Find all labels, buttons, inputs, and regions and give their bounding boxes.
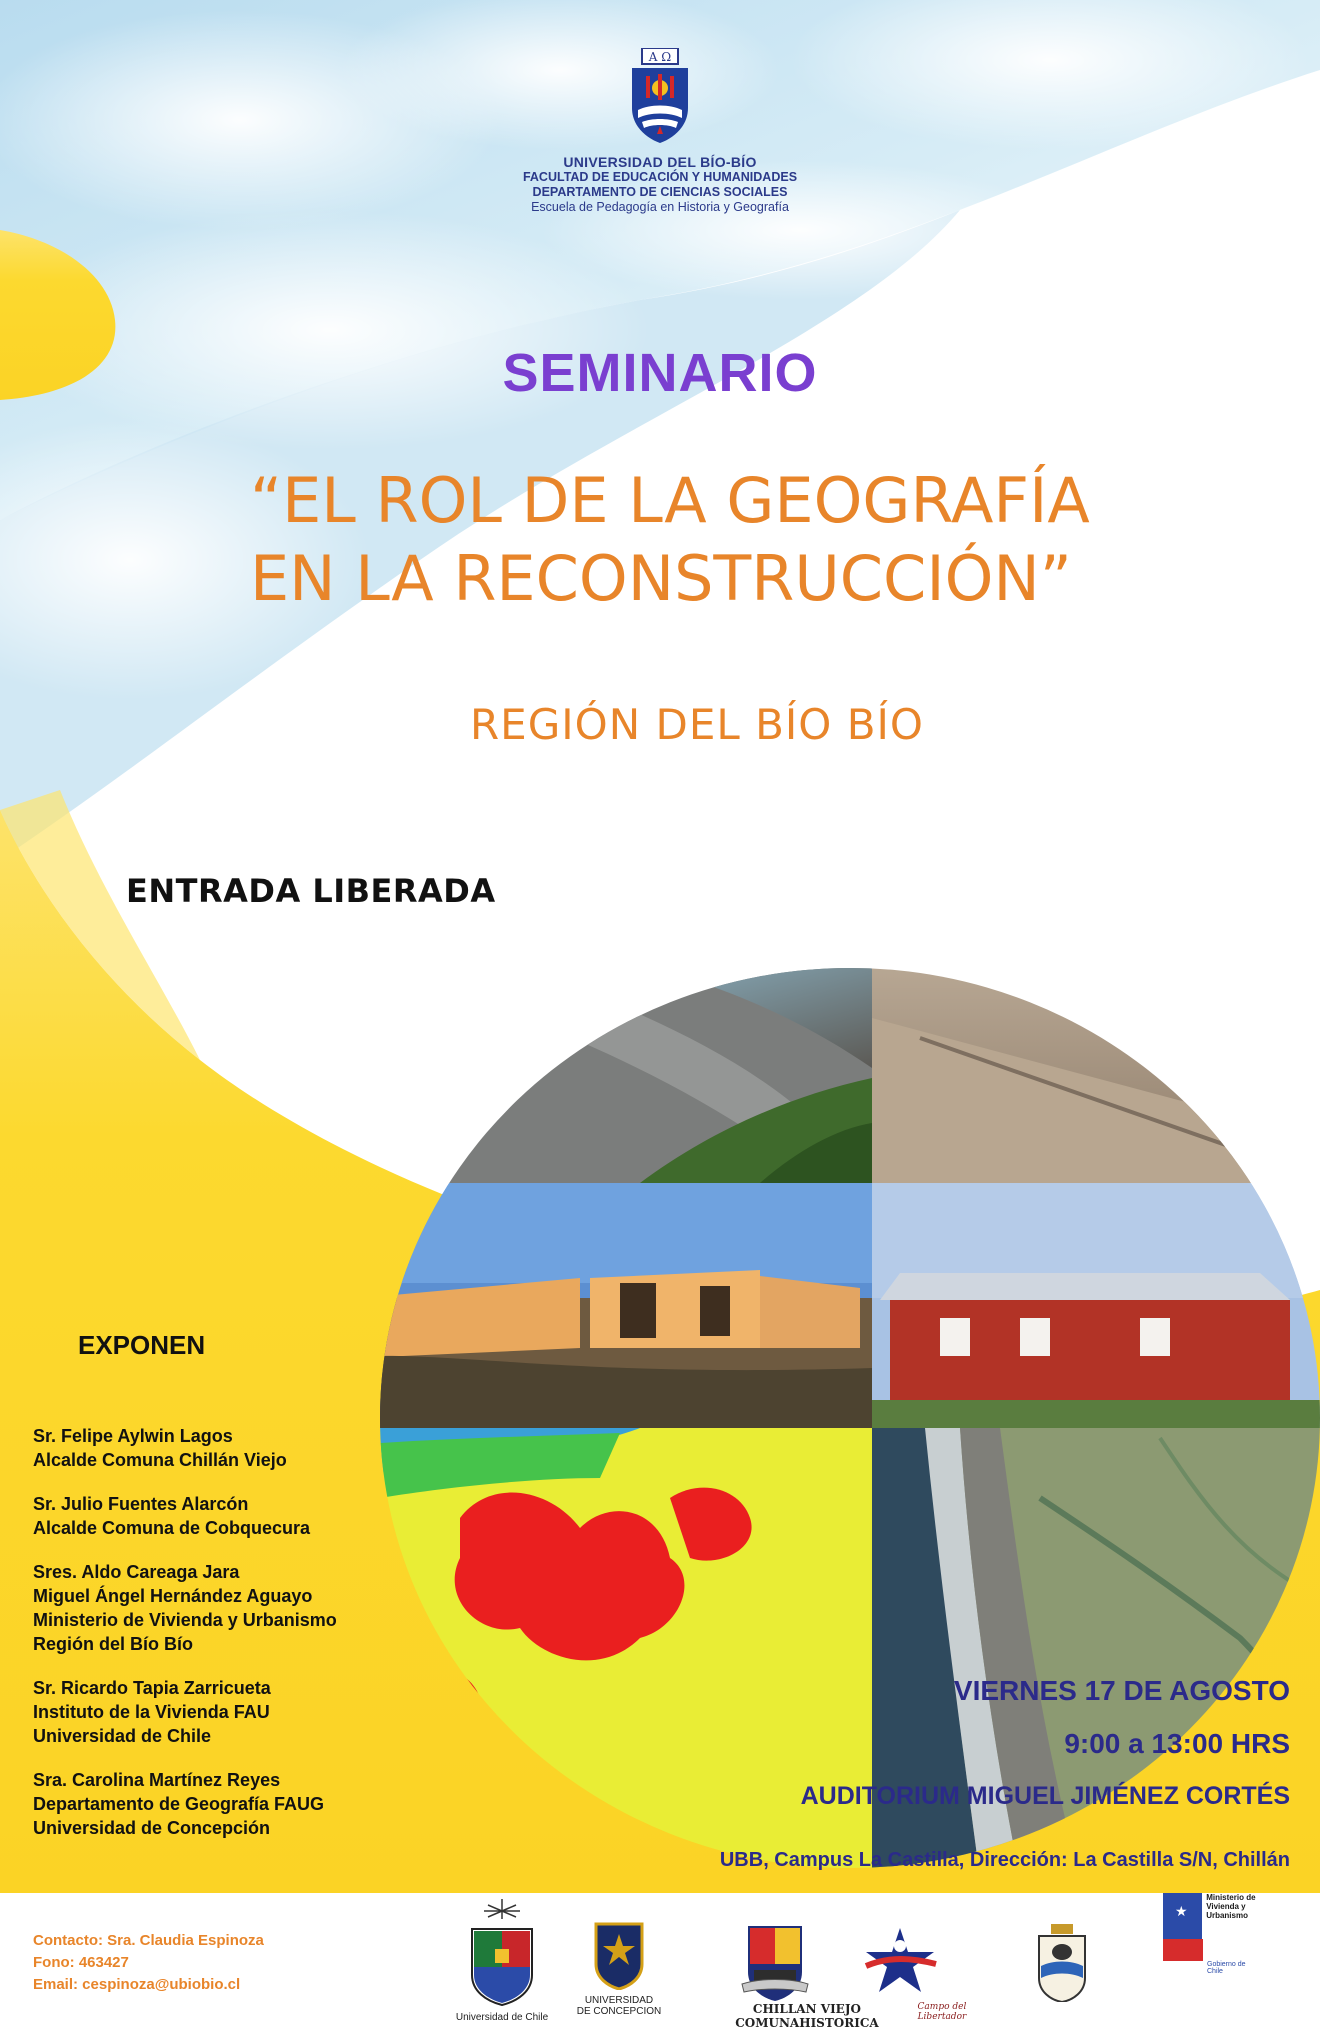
uchile-logo	[442, 1895, 562, 2023]
contact-info	[33, 1930, 264, 1996]
contact-phone: Fono: 463427	[33, 1954, 129, 1971]
speaker-name: Sr. Ricardo Tapia Zarricueta	[33, 1678, 271, 1698]
school-name: Escuela de Pedagogía en Historia y Geografía	[531, 200, 789, 214]
speaker-entry	[33, 1492, 433, 1540]
speaker-name: Sra. Carolina Martínez Reyes	[33, 1770, 281, 1790]
speaker-role: Ministerio de Vivienda y Urbanismo	[33, 1610, 337, 1630]
speaker-entry	[33, 1768, 433, 1840]
adobe-ruins-photo	[340, 1183, 872, 1428]
udec-logo	[575, 1920, 663, 2017]
event-kicker: SEMINARIO	[502, 343, 818, 403]
chillan-caption: CHILLAN VIEJO COMUNAHISTORICA	[735, 2002, 879, 2030]
contact-name: Contacto: Sra. Claudia Espinoza	[33, 1932, 264, 1949]
damaged-street-photo	[872, 878, 1320, 1183]
minvu-caption-1: Ministerio de	[1206, 1893, 1256, 1902]
event-address: UBB, Campus La Castilla, Dirección: La Castilla S/N, Chillán	[719, 1849, 1290, 1871]
speaker-region: Región del Bío Bío	[33, 1634, 193, 1654]
faculty-name: FACULTAD DE EDUCACIÓN Y HUMANIDADES	[522, 170, 798, 184]
speaker-name-2: Miguel Ángel Hernández Aguayo	[33, 1586, 313, 1606]
speakers-heading: EXPONEN	[78, 1330, 206, 1360]
speaker-name: Sr. Julio Fuentes Alarcón	[33, 1494, 249, 1514]
speaker-institution: Universidad de Chile	[33, 1726, 212, 1746]
speaker-role: Alcalde Comuna de Cobquecura	[33, 1518, 311, 1538]
minvu-caption-2: Vivienda y	[1206, 1902, 1246, 1911]
minvu-logo	[1163, 1893, 1263, 1975]
event-time: 9:00 a 13:00 HRS	[1064, 1728, 1290, 1759]
speakers-list	[33, 1424, 433, 1860]
speaker-institution: Universidad de Concepción	[33, 1818, 271, 1838]
udec-caption-1: UNIVERSIDAD	[584, 1995, 654, 2006]
contact-email[interactable]: Email: cespinoza@ubiobio.cl	[33, 1976, 241, 1993]
ubb-crest-logo	[628, 48, 692, 144]
coast-photo	[340, 878, 872, 1183]
speaker-role: Departamento de Geografía FAUG	[33, 1794, 325, 1814]
university-header	[0, 48, 1320, 215]
crest-letters: A Ω	[648, 50, 672, 64]
campo-caption: Campo del Libertador	[917, 2002, 967, 2022]
chillan-viejo-logo	[710, 1922, 980, 2030]
event-title	[250, 462, 1290, 618]
speaker-role: Instituto de la Vivienda FAU	[33, 1702, 270, 1722]
chile-star-icon: ★	[1175, 1903, 1188, 1919]
red-house-photo	[872, 1183, 1320, 1428]
event-date: VIERNES 17 DE AGOSTO	[953, 1675, 1290, 1706]
uchile-caption: Universidad de Chile	[455, 2012, 549, 2023]
minvu-caption-3: Urbanismo	[1206, 1911, 1248, 1920]
speaker-name: Sres. Aldo Careaga Jara	[33, 1562, 240, 1582]
event-title-line1: “EL ROL DE LA GEOGRAFÍA	[250, 464, 1090, 537]
event-region: REGIÓN DEL BÍO BÍO	[470, 700, 924, 749]
speaker-entry	[33, 1676, 433, 1748]
cobquecura-logo	[1030, 1922, 1094, 2007]
star-logo-icon	[860, 1926, 940, 1998]
speaker-role: Alcalde Comuna Chillán Viejo	[33, 1450, 287, 1470]
admission-note: ENTRADA LIBERADA	[126, 872, 496, 910]
gobierno-caption: Gobierno de Chile	[1207, 1961, 1246, 1975]
event-title-line2: EN LA RECONSTRUCCIÓN”	[250, 542, 1072, 615]
speaker-entry	[33, 1560, 433, 1656]
university-name: UNIVERSIDAD DEL BÍO-BÍO	[563, 154, 757, 170]
speaker-name: Sr. Felipe Aylwin Lagos	[33, 1426, 233, 1446]
event-venue: AUDITORIUM MIGUEL JIMÉNEZ CORTÉS	[800, 1782, 1290, 1810]
speaker-entry	[33, 1424, 433, 1472]
department-name: DEPARTAMENTO DE CIENCIAS SOCIALES	[532, 185, 788, 199]
udec-caption-2: DE CONCEPCION	[576, 2006, 662, 2017]
